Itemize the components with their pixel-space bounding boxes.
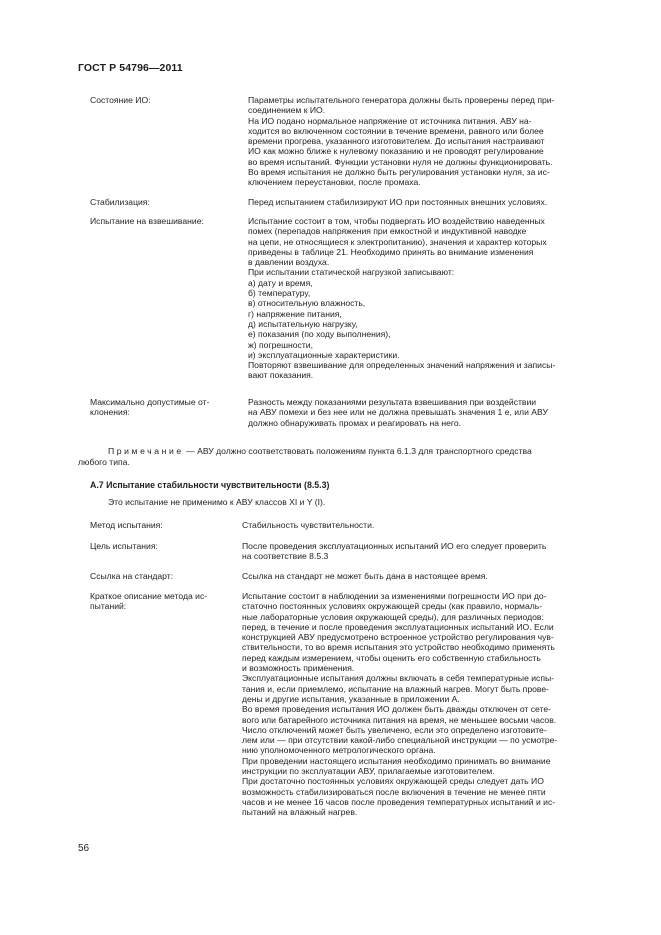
row-text-method-summary: Испытание состоит в наблюдении за изменениями погрешности ИО при до- статочно постоянных условиях окружающей среды (как правило, нормаль- ные лабораторные условия окружающей среды), для различных периодов: перед, в течение и после проведения эксплуатационных испытаний ИО. Если конструкцией АВУ предусмотрено встроенное устройство регулирования чув- ствительности, то во время испытания это устройство необходимо применять перед каждым измерением, чтобы оценить его собственную стабильность и возможность применения. Эксплуатационные испытания должны включать в себя температурные испы- тания и, если приемлемо, испытание на влажный нагрев. Могут быть прове- дены и другие испытания, указанные в приложении А. Во время проведения испытания ИО должен быть дважды отключен от сете- вого или батарейного источника питания на время, не меньшее восьми часов. Число отключений может быть увеличено, если это определено изготовите- лем или — при отсутствии какой-либо специальной инструкции — по усмотре- нию уполномоченного метрологического органа. При проведении настоящего испытания необходимо принимать во внимание инструкции по эксплуатации АВУ, прилагаемые изготовителем. При достаточно постоянных условиях окружающей среды следует дать ИО возможность стабилизироваться после включения в течение не менее пяти часов и не менее 16 часов после проведения температурных испытаний и ис- пытаний на влажный нагрев. [242, 591, 558, 818]
row-label-test-purpose: Цель испытания: [90, 541, 158, 551]
row-text-test-method: Стабильность чувствительности. [242, 520, 375, 530]
row-label-stabilization: Стабилизация: [90, 197, 150, 207]
row-text-stabilization: Перед испытанием стабилизируют ИО при постоянных внешних условиях. [248, 197, 548, 207]
note-line-2: любого типа. [78, 457, 130, 467]
row-label-test-method: Метод испытания: [90, 520, 163, 530]
row-label-max-deviations: Максимально допустимые от- клонения: [90, 397, 210, 418]
row-label-weighing-test: Испытание на взвешивание: [90, 216, 204, 226]
row-text-test-purpose: После проведения эксплуатационных испытаний ИО его следует проверить на соответствие 8.5.3 [242, 541, 547, 562]
note-text: — АВУ должно соответствовать положениям пункта 6.1.3 для транспортного средства [183, 446, 532, 456]
document-header: ГОСТ Р 54796—2011 [78, 62, 183, 74]
row-label-standard-reference: Ссылка на стандарт: [90, 571, 174, 581]
row-text-standard-reference: Ссылка на стандарт не может быть дана в настоящее время. [242, 571, 488, 581]
note-line-1 [108, 446, 532, 456]
row-text-weighing-test: Испытание состоит в том, чтобы подвергать ИО воздействию наведенных помех (перепадов напряжения при емкостной и индуктивной наводке на цепи, не относящиеся к электропитанию), значения и характер которых приведены в таблице 21. Необходимо принять во внимание изменения в давлении воздуха. При испытании статической нагрузкой записывают: а) дату и время, б) температуру, в) относительную влажность, г) напряжение питания, д) испытательную нагрузку, е) показания (по ходу выполнения), ж) погрешности, и) эксплуатационные характеристики. Повторяют взвешивание для определенных значений напряжения и записы- вают показания. [248, 216, 556, 381]
section-intro: Это испытание не применимо к АВУ классов XI и Y (I). [108, 497, 326, 507]
note-prefix: Примечание [108, 446, 184, 456]
row-label-method-summary: Краткое описание метода ис- пытаний: [90, 591, 208, 612]
row-label-io-state: Состояние ИО: [90, 95, 151, 105]
row-text-max-deviations: Разность между показаниями результата взвешивания при воздействии на АВУ помехи и без нее или не должна превышать значения 1 е, или АВУ должно обнаруживать промах и реагировать на него. [248, 397, 548, 428]
page-number: 56 [78, 843, 90, 854]
row-text-io-state: Параметры испытательного генератора должны быть проверены перед при- соединением к ИО. На ИО подано нормальное напряжение от источника питания. АВУ на- ходится во включенном состоянии в течение времени, равного или более времени прогрева, указанного изготовителем. До испытания настраивают ИО как можно ближе к нулевому показанию и не проводят регулирование во время испытаний. Функции установки нуля не должны функционировать. Во время испытания не должно быть регулирования установки нуля, за ис- ключением переустановки, после промаха. [248, 95, 555, 188]
section-title: А.7 Испытание стабильности чувствительности (8.5.3) [90, 480, 330, 490]
